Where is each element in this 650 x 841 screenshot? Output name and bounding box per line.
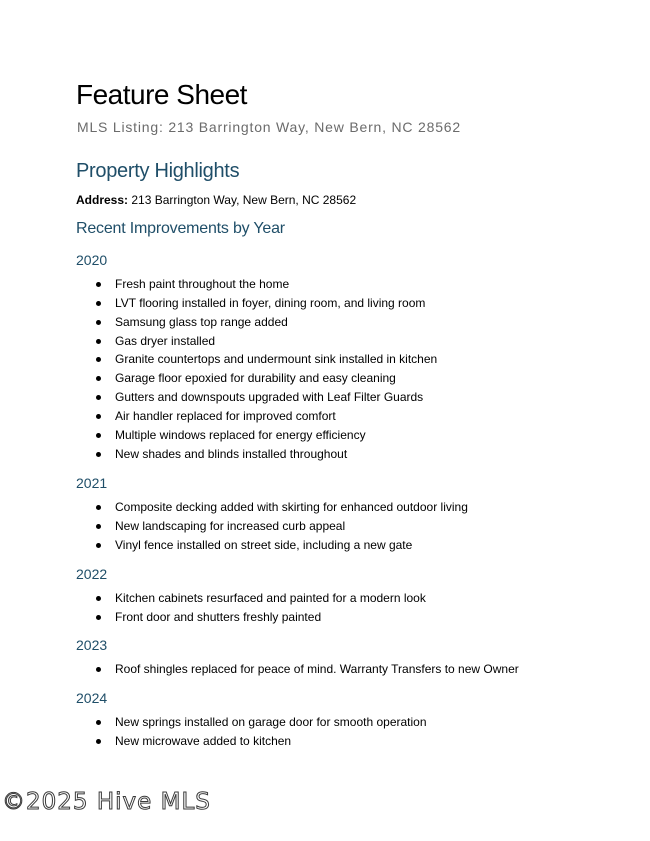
list-item: Kitchen cabinets resurfaced and painted for a modern look xyxy=(76,589,426,608)
address-value: 213 Barrington Way, New Bern, NC 28562 xyxy=(128,193,357,207)
list-item: Air handler replaced for improved comfort xyxy=(76,407,437,426)
improvements-list-2024 xyxy=(76,713,427,751)
recent-improvements-heading: Recent Improvements by Year xyxy=(76,220,285,237)
list-item: Front door and shutters freshly painted xyxy=(76,608,426,627)
list-item: Roof shingles replaced for peace of mind. Warranty Transfers to new Owner xyxy=(76,660,519,679)
list-item: Garage floor epoxied for durability and easy cleaning xyxy=(76,369,437,388)
year-heading-2023: 2023 xyxy=(76,637,108,653)
list-item: New landscaping for increased curb appeal xyxy=(76,517,468,536)
improvements-list-2020 xyxy=(76,275,437,463)
list-item: Gutters and downspouts upgraded with Leaf Filter Guards xyxy=(76,388,437,407)
list-item: Multiple windows replaced for energy efficiency xyxy=(76,426,437,445)
year-heading-2022: 2022 xyxy=(76,566,108,582)
list-item: Composite decking added with skirting for enhanced outdoor living xyxy=(76,498,468,517)
year-heading-2024: 2024 xyxy=(76,690,108,706)
year-heading-2020: 2020 xyxy=(76,252,108,268)
list-item: Fresh paint throughout the home xyxy=(76,275,437,294)
improvements-list-2022 xyxy=(76,589,426,627)
list-item: Granite countertops and undermount sink installed in kitchen xyxy=(76,350,437,369)
year-heading-2021: 2021 xyxy=(76,475,108,491)
improvements-list-2021 xyxy=(76,498,468,555)
list-item: New shades and blinds installed throughout xyxy=(76,445,437,464)
address-label: Address: xyxy=(76,193,129,207)
improvements-list-2023 xyxy=(76,660,519,679)
list-item: Vinyl fence installed on street side, including a new gate xyxy=(76,536,468,555)
list-item: New springs installed on garage door for smooth operation xyxy=(76,713,427,732)
address-line xyxy=(76,192,356,208)
property-highlights-heading: Property Highlights xyxy=(76,160,240,182)
list-item: Gas dryer installed xyxy=(76,332,437,351)
list-item: LVT flooring installed in foyer, dining room, and living room xyxy=(76,294,437,313)
list-item: Samsung glass top range added xyxy=(76,313,437,332)
page-title: Feature Sheet xyxy=(76,79,247,110)
list-item: New microwave added to kitchen xyxy=(76,732,427,751)
mls-listing-subtitle: MLS Listing: 213 Barrington Way, New Bern, NC 28562 xyxy=(77,119,461,135)
copyright-watermark: ©2025 Hive MLS xyxy=(2,789,211,815)
